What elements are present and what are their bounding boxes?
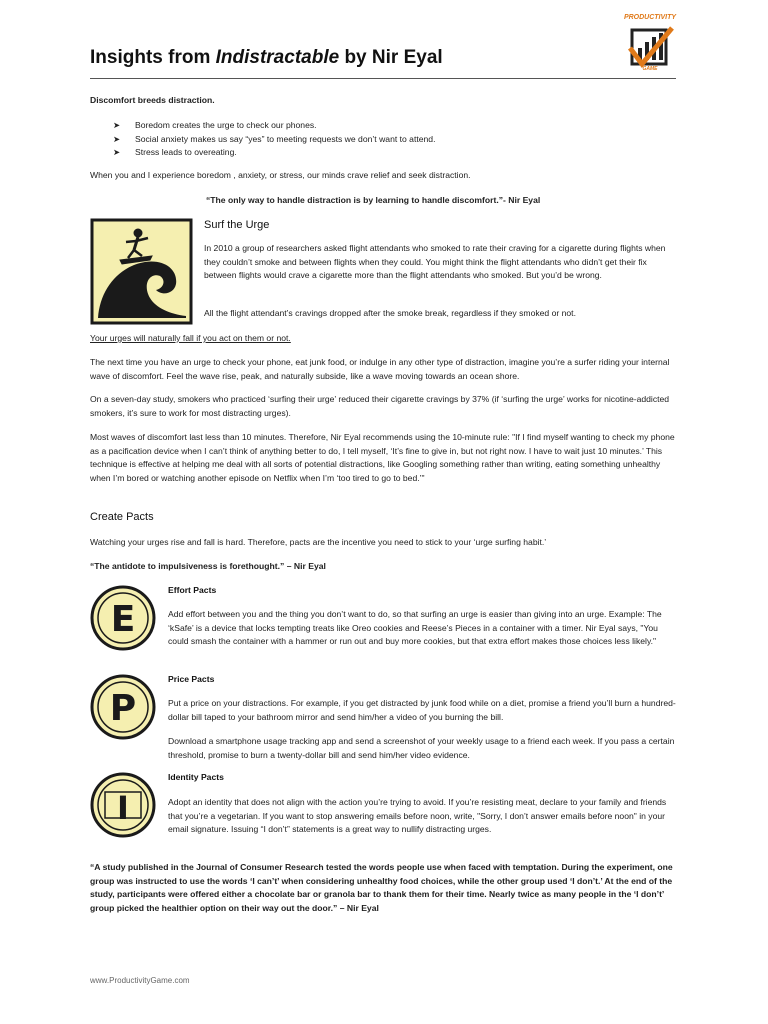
list-item: ➤ Boredom creates the urge to check our phones. bbox=[113, 119, 613, 133]
surf-paragraph-5: Most waves of discomfort last less than 10 minutes. Therefore, Nir Eyal recommends using the 10-minute rule: "If I find myself wanting to check my phone as a pacification device when I can’t think of anything better to do, I tell myself, ‘It’s fine to give in, but not right now. I have to wait just 10 minutes.’ This technique is effective at helping me deal with all sorts of potential distractions, like Googling something rather than writing, eating something unhealthy when I’m bored or watching another episode on Netflix when I’m ‘too tired to go to bed.’" bbox=[90, 432, 675, 483]
title-suffix: by Nir Eyal bbox=[339, 47, 443, 68]
pacts-quote: “The antidote to impulsiveness is forethought.” – Nir Eyal bbox=[90, 561, 326, 571]
productivity-game-logo bbox=[620, 14, 680, 74]
surf-paragraph-1: In 2010 a group of researchers asked flight attendants who smoked to rate their craving for a cigarette during flights when they couldn’t smoke and between flights when they could. You might think the flight attendants who didn’t get their fix between flights would crave a cigarette more than the flight attendants who smoked. But you’d be wrong. bbox=[204, 243, 666, 280]
title-book: Indistractable bbox=[215, 47, 340, 68]
surf-underline-statement: Your urges will naturally fall if you act on them or not. bbox=[90, 333, 291, 343]
surf-heading: Surf the Urge bbox=[204, 219, 270, 231]
identity-pacts-title: Identity Pacts bbox=[168, 772, 224, 782]
svg-text:P: P bbox=[109, 688, 137, 729]
price-pacts-text-2: Download a smartphone usage tracking app and send a screenshot of your weekly usage to a friend each week. If you pass a certain threshold, promise to burn a twenty-dollar bill and send him/her video evidence. bbox=[168, 736, 675, 760]
title-prefix: Insights from bbox=[90, 47, 216, 68]
intro-quote: “The only way to handle distraction is by learning to handle discomfort.”- Nir Eyal bbox=[206, 195, 541, 205]
identity-pacts-text: Adopt an identity that does not align with the action you’re trying to avoid. If you’re resisting meat, declare to your family and friends that you’re a vegetarian. If you want to stop answering emails before noon, write, "Sorry, I don’t answer emails before noon" in your email signature. Issuing “I don’t” statements is a great way to nullify distracting urges. bbox=[168, 797, 667, 834]
pacts-heading: Create Pacts bbox=[90, 511, 154, 523]
final-quote: “A study published in the Journal of Consumer Research tested the words people use when faced with temptation. During the experiment, one group was instructed to use the words ‘I can’t’ when considering unhealthy food choices, while the other group used ‘I don’t.’ At the end of the study, participants were offered either a chocolate bar or granola bar to thank them for their time. Nearly twice as many people in the ‘I don’t’ group picked the healthier option on their way out the door.” – Nir Eyal bbox=[90, 862, 673, 913]
svg-text:E: E bbox=[110, 599, 136, 640]
price-pacts-title: Price Pacts bbox=[168, 674, 215, 684]
identity-letter-icon bbox=[90, 772, 156, 838]
intro-paragraph: When you and I experience boredom , anxiety, or stress, our minds crave relief and seek distraction. bbox=[90, 170, 471, 180]
list-item: ➤ Social anxiety makes us say “yes” to meeting requests we don’t want to attend. bbox=[113, 133, 613, 147]
logo-chart-icon bbox=[628, 24, 674, 68]
intro-bullet-list bbox=[113, 119, 613, 160]
logo-bottom-text: GAME bbox=[642, 66, 658, 72]
arrow-bullet-icon: ➤ bbox=[113, 147, 121, 157]
surfer-wave-icon bbox=[90, 218, 193, 325]
surf-paragraph-3: The next time you have an urge to check your phone, eat junk food, or indulge in any other type of distraction, imagine you’re a surfer riding your internal wave of discomfort. Feel the wave rise, peak, and naturally subside, like a wave moving towards an ocean shore. bbox=[90, 357, 670, 381]
intro-heading: Discomfort breeds distraction. bbox=[90, 95, 215, 105]
price-letter-icon bbox=[90, 674, 156, 740]
footer-url: www.ProductivityGame.com bbox=[90, 976, 190, 985]
surf-paragraph-4: On a seven-day study, smokers who practiced ‘surfing their urge’ reduced their cigarette cravings by 37% (if ‘surfing the urge’ works for nicotine-addicted smokers, it’s sure to work for most distracting urges). bbox=[90, 394, 670, 418]
arrow-bullet-icon: ➤ bbox=[113, 120, 121, 130]
pacts-paragraph: Watching your urges rise and fall is hard. Therefore, pacts are the incentive you need to stick to your ‘urge surfing habit.’ bbox=[90, 537, 547, 547]
effort-pacts-title: Effort Pacts bbox=[168, 585, 217, 595]
header-divider bbox=[90, 78, 676, 79]
page-title bbox=[90, 47, 443, 69]
logo-top-text: PRODUCTIVITY bbox=[623, 14, 677, 21]
effort-pacts-text: Add effort between you and the thing you don’t want to do, so that surfing an urge is easier than giving into an urge. Example: The ‘kSafe’ is a device that locks tempting treats like Oreo cookies and Reese’s Pieces in a container with a timer. Nir Eyal says, "You could smash the container with a hammer or run out and buy more cookies, but that extra effort makes those choices less likely." bbox=[168, 609, 662, 646]
svg-text:I: I bbox=[117, 789, 129, 827]
effort-letter-icon bbox=[90, 585, 156, 651]
list-item: ➤ Stress leads to overeating. bbox=[113, 146, 613, 160]
price-pacts-text-1: Put a price on your distractions. For example, if you get distracted by junk food while on a diet, promise a friend you’ll burn a hundred-dollar bill taped to your bathroom mirror and send him/her a video of you burning the bill. bbox=[168, 698, 676, 722]
surf-paragraph-2: All the flight attendant’s cravings dropped after the smoke break, regardless if they smoked or not. bbox=[204, 308, 576, 318]
arrow-bullet-icon: ➤ bbox=[113, 133, 121, 144]
